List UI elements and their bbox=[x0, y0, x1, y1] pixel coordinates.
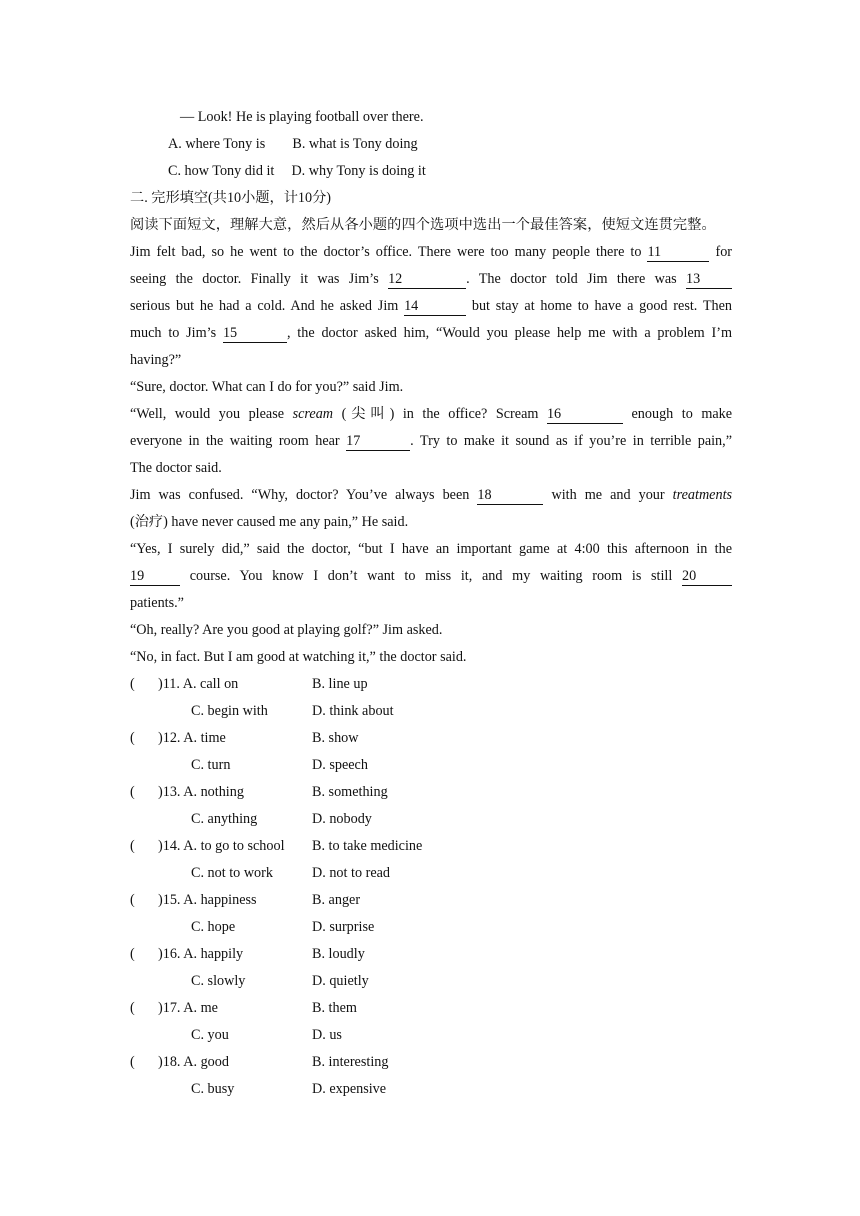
question-number-option-a: )12. A. time bbox=[158, 730, 226, 746]
section-instruction: 阅读下面短文，理解大意，然后从各小题的四个选项中选出一个最佳答案，使短文连贯完整。 bbox=[130, 217, 716, 233]
q10-option-b: B. what is Tony doing bbox=[292, 136, 418, 152]
option-c: C. you bbox=[191, 1027, 229, 1043]
option-b: B. line up bbox=[312, 676, 368, 692]
option-b: B. something bbox=[312, 784, 388, 800]
option-d: D. think about bbox=[312, 703, 394, 719]
option-d: D. expensive bbox=[312, 1081, 387, 1097]
option-c: C. slowly bbox=[191, 973, 246, 989]
option-d: D. us bbox=[312, 1027, 342, 1043]
passage-line: “Sure, doctor. What can I do for you?” said Jim. bbox=[130, 379, 404, 395]
option-b: B. to take medicine bbox=[312, 838, 423, 854]
question-row bbox=[130, 995, 732, 1022]
blank-20[interactable]: 20 bbox=[682, 568, 732, 586]
option-c: C. hope bbox=[191, 919, 236, 935]
passage-line: much to Jim’s 15 , the doctor asked him, “Would you please help me with a problem I’m bbox=[130, 325, 732, 341]
answer-bracket[interactable]: ( bbox=[130, 1000, 135, 1016]
answer-bracket[interactable]: ( bbox=[130, 784, 135, 800]
blank-16[interactable]: 16 bbox=[547, 406, 623, 424]
blank-11[interactable]: 11 bbox=[647, 244, 709, 262]
question-row-cd bbox=[130, 1022, 732, 1049]
question-row bbox=[130, 887, 732, 914]
option-c: C. not to work bbox=[191, 865, 273, 881]
option-d: D. quietly bbox=[312, 973, 369, 989]
q10-options-ab bbox=[130, 131, 732, 158]
passage-line: everyone in the waiting room hear 17 . Try to make it sound as if you’re in terrible pain,” bbox=[130, 433, 732, 449]
question-row bbox=[130, 779, 732, 806]
passage-line: “Well, would you please scream (尖叫) in the office? Scream 16 enough to make bbox=[130, 406, 732, 422]
option-d: D. surprise bbox=[312, 919, 375, 935]
question-row bbox=[130, 1049, 732, 1076]
document-page bbox=[130, 104, 732, 1103]
option-b: B. them bbox=[312, 1000, 357, 1016]
scream-word: scream bbox=[292, 406, 334, 422]
passage-line: Jim was confused. “Why, doctor? You’ve always been 18 with me and your treatments bbox=[130, 487, 732, 503]
answer-bracket[interactable]: ( bbox=[130, 892, 135, 908]
passage-line: (治疗) have never caused me any pain,” He said. bbox=[130, 514, 409, 530]
passage-line: Jim felt bad, so he went to the doctor’s office. There were too many people there to 11 for bbox=[130, 244, 732, 260]
question-number-option-a: )14. A. to go to school bbox=[158, 838, 285, 854]
passage-line: 19 course. You know I don’t want to miss it, and my waiting room is still 20 bbox=[130, 563, 732, 590]
question-row bbox=[130, 833, 732, 860]
question-number-option-a: )15. A. happiness bbox=[158, 892, 257, 908]
section-heading: 二. 完形填空(共10小题，计10分) bbox=[130, 190, 331, 206]
question-number-option-a: )18. A. good bbox=[158, 1054, 229, 1070]
treatments-word: treatments bbox=[672, 487, 732, 503]
blank-19[interactable]: 19 bbox=[130, 568, 180, 586]
question-row-cd bbox=[130, 914, 732, 941]
question-row bbox=[130, 941, 732, 968]
blank-18[interactable]: 18 bbox=[477, 487, 543, 505]
option-b: B. interesting bbox=[312, 1054, 389, 1070]
answer-bracket[interactable]: ( bbox=[130, 946, 135, 962]
blank-15[interactable]: 15 bbox=[223, 325, 287, 343]
blank-17[interactable]: 17 bbox=[346, 433, 410, 451]
option-c: C. busy bbox=[191, 1081, 235, 1097]
option-b: B. anger bbox=[312, 892, 361, 908]
q10-options-cd bbox=[130, 158, 732, 185]
answer-bracket[interactable]: ( bbox=[130, 730, 135, 746]
option-d: D. speech bbox=[312, 757, 368, 773]
passage-line: serious but he had a cold. And he asked Jim 14 but stay at home to have a good rest. Then bbox=[130, 298, 732, 314]
option-d: D. not to read bbox=[312, 865, 391, 881]
option-c: C. turn bbox=[191, 757, 231, 773]
answer-bracket[interactable]: ( bbox=[130, 676, 135, 692]
question-row-cd bbox=[130, 860, 732, 887]
question-row bbox=[130, 671, 732, 698]
passage-line: The doctor said. bbox=[130, 460, 222, 476]
question-row-cd bbox=[130, 806, 732, 833]
question-row-cd bbox=[130, 968, 732, 995]
passage-line: seeing the doctor. Finally it was Jim’s 12 . The doctor told Jim there was 13 bbox=[130, 266, 732, 293]
answer-bracket[interactable]: ( bbox=[130, 1054, 135, 1070]
passage-line: “Oh, really? Are you good at playing golf?” Jim asked. bbox=[130, 622, 443, 638]
option-c: C. anything bbox=[191, 811, 258, 827]
question-row-cd bbox=[130, 698, 732, 725]
blank-13[interactable]: 13 bbox=[686, 271, 732, 289]
q10-answer-line: — Look! He is playing football over there. bbox=[180, 109, 424, 125]
question-number-option-a: )13. A. nothing bbox=[158, 784, 244, 800]
question-row-cd bbox=[130, 752, 732, 779]
answer-bracket[interactable]: ( bbox=[130, 838, 135, 854]
passage-line: patients.” bbox=[130, 595, 184, 611]
blank-14[interactable]: 14 bbox=[404, 298, 466, 316]
passage-line: “No, in fact. But I am good at watching it,” the doctor said. bbox=[130, 649, 467, 665]
passage-line: “Yes, I surely did,” said the doctor, “but I have an important game at 4:00 this afternoon in the bbox=[130, 541, 732, 557]
q10-option-d: D. why Tony is doing it bbox=[291, 163, 426, 179]
passage-line: having?” bbox=[130, 352, 182, 368]
option-d: D. nobody bbox=[312, 811, 372, 827]
blank-12[interactable]: 12 bbox=[388, 271, 466, 289]
option-b: B. show bbox=[312, 730, 359, 746]
question-row-cd bbox=[130, 1076, 732, 1103]
option-c: C. begin with bbox=[191, 703, 268, 719]
question-number-option-a: )16. A. happily bbox=[158, 946, 244, 962]
question-list bbox=[130, 671, 732, 1103]
q10-option-c: C. how Tony did it bbox=[168, 163, 275, 179]
question-number-option-a: )11. A. call on bbox=[158, 676, 239, 692]
question-number-option-a: )17. A. me bbox=[158, 1000, 218, 1016]
q10-option-a: A. where Tony is bbox=[168, 136, 266, 152]
question-row bbox=[130, 725, 732, 752]
option-b: B. loudly bbox=[312, 946, 365, 962]
